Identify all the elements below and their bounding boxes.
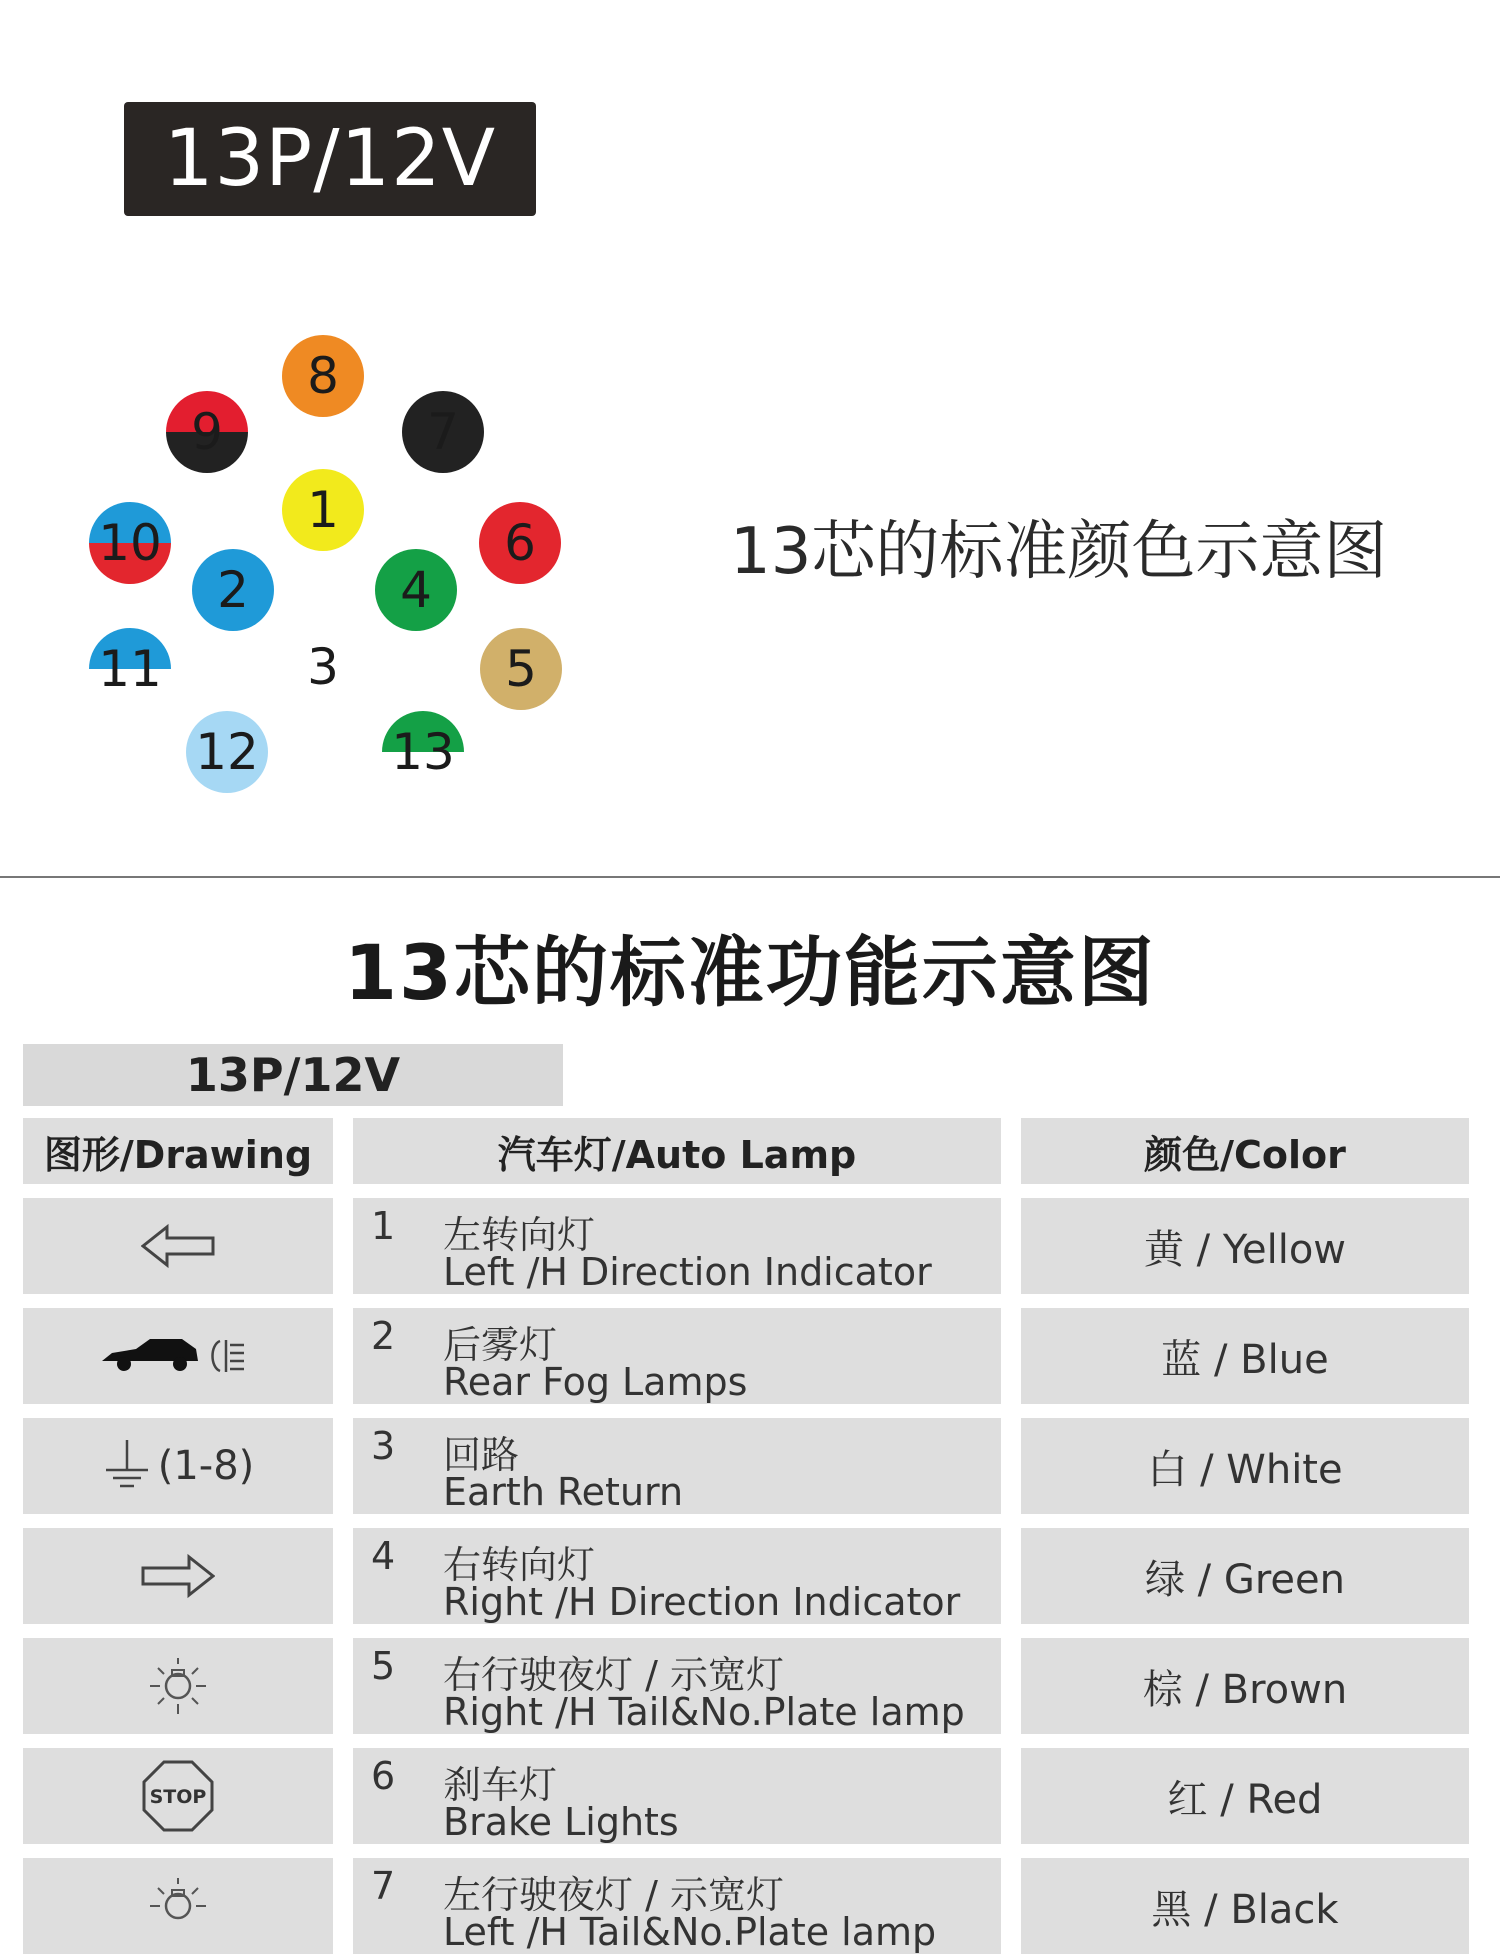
drawing-cell-2 — [23, 1308, 333, 1404]
pin-5: 5 — [480, 628, 562, 710]
lamp-cell-7 — [353, 1858, 1001, 1954]
pin-4: 4 — [375, 549, 457, 631]
pin-10: 10 — [89, 502, 171, 584]
header-auto-lamp: 汽车灯/Auto Lamp — [353, 1118, 1001, 1184]
header-color: 颜色/Color — [1021, 1118, 1469, 1184]
lamp-name-zh: 右转向灯 — [443, 1543, 596, 1587]
pin-8: 8 — [282, 335, 364, 417]
header-drawing: 图形/Drawing — [23, 1118, 333, 1184]
lamp-number: 3 — [371, 1424, 396, 1468]
pin-2: 2 — [192, 549, 274, 631]
lamp-icon — [146, 1656, 210, 1716]
lamp-name-en: Brake Lights — [443, 1800, 679, 1844]
lamp-cell-5 — [353, 1638, 1001, 1734]
lamp-number: 5 — [371, 1644, 396, 1688]
left-arrow-icon — [141, 1223, 215, 1269]
wire-color: 黑 / Black — [1151, 1886, 1339, 1933]
pin-3: 3 — [282, 626, 364, 708]
color-cell-2 — [1021, 1308, 1469, 1404]
lamp-name-zh: 左行驶夜灯 / 示宽灯 — [443, 1873, 784, 1917]
wire-color: 黄 / Yellow — [1143, 1226, 1347, 1273]
drawing-cell-3 — [23, 1418, 333, 1514]
stop-sign-label: STOP — [149, 1786, 207, 1808]
diagram-caption: 13芯的标准颜色示意图 — [730, 515, 1388, 589]
lamp-icon — [146, 1876, 210, 1936]
lamp-cell-2 — [353, 1308, 1001, 1404]
stop-sign-icon — [140, 1758, 216, 1834]
lamp-name-en: Right /H Direction Indicator — [443, 1580, 961, 1624]
pin-13: 13 — [382, 711, 464, 793]
lamp-cell-4 — [353, 1528, 1001, 1624]
drawing-cell-4 — [23, 1528, 333, 1624]
wire-color: 蓝 / Blue — [1161, 1336, 1329, 1383]
wire-color: 棕 / Brown — [1142, 1666, 1348, 1713]
lamp-name-en: Earth Return — [443, 1470, 684, 1514]
color-cell-7 — [1021, 1858, 1469, 1954]
drawing-cell-5 — [23, 1638, 333, 1734]
lamp-number: 7 — [371, 1864, 396, 1908]
color-cell-6 — [1021, 1748, 1469, 1844]
right-arrow-icon — [141, 1553, 215, 1599]
lamp-name-en: Left /H Tail&No.Plate lamp — [443, 1910, 937, 1954]
section-title: 13芯的标准功能示意图 — [344, 928, 1156, 1017]
pin-12: 12 — [186, 711, 268, 793]
lamp-cell-3 — [353, 1418, 1001, 1514]
spec-badge: 13P/12V — [124, 102, 536, 216]
pin-11: 11 — [89, 628, 171, 710]
lamp-cell-6 — [353, 1748, 1001, 1844]
section-divider — [0, 876, 1500, 878]
color-cell-1 — [1021, 1198, 1469, 1294]
car-fog-lamp-icon — [98, 1331, 258, 1381]
drawing-cell-7 — [23, 1858, 333, 1954]
pin-9: 9 — [166, 391, 248, 473]
pin-7: 7 — [402, 391, 484, 473]
color-cell-3 — [1021, 1418, 1469, 1514]
lamp-name-zh: 刹车灯 — [443, 1763, 558, 1807]
pin-6: 6 — [479, 502, 561, 584]
drawing-cell-1 — [23, 1198, 333, 1294]
lamp-name-en: Right /H Tail&No.Plate lamp — [443, 1690, 965, 1734]
lamp-cell-1 — [353, 1198, 1001, 1294]
lamp-name-en: Left /H Direction Indicator — [443, 1250, 932, 1294]
lamp-number: 1 — [371, 1204, 396, 1248]
color-cell-5 — [1021, 1638, 1469, 1734]
lamp-name-zh: 后雾灯 — [443, 1323, 558, 1367]
ground-range-label: (1-8) — [157, 1443, 255, 1489]
color-cell-4 — [1021, 1528, 1469, 1624]
wire-color: 绿 / Green — [1144, 1556, 1346, 1603]
ground-icon — [102, 1438, 152, 1494]
lamp-name-zh: 回路 — [443, 1433, 520, 1477]
lamp-name-zh: 右行驶夜灯 / 示宽灯 — [443, 1653, 784, 1697]
table-spec-label: 13P/12V — [23, 1044, 563, 1106]
wire-color: 红 / Red — [1167, 1776, 1323, 1823]
wire-color: 白 / White — [1147, 1446, 1343, 1493]
lamp-number: 6 — [371, 1754, 396, 1798]
lamp-number: 2 — [371, 1314, 396, 1358]
lamp-name-zh: 左转向灯 — [443, 1213, 596, 1257]
pin-1: 1 — [282, 469, 364, 551]
lamp-number: 4 — [371, 1534, 396, 1578]
lamp-name-en: Rear Fog Lamps — [443, 1360, 748, 1404]
drawing-cell-6 — [23, 1748, 333, 1844]
